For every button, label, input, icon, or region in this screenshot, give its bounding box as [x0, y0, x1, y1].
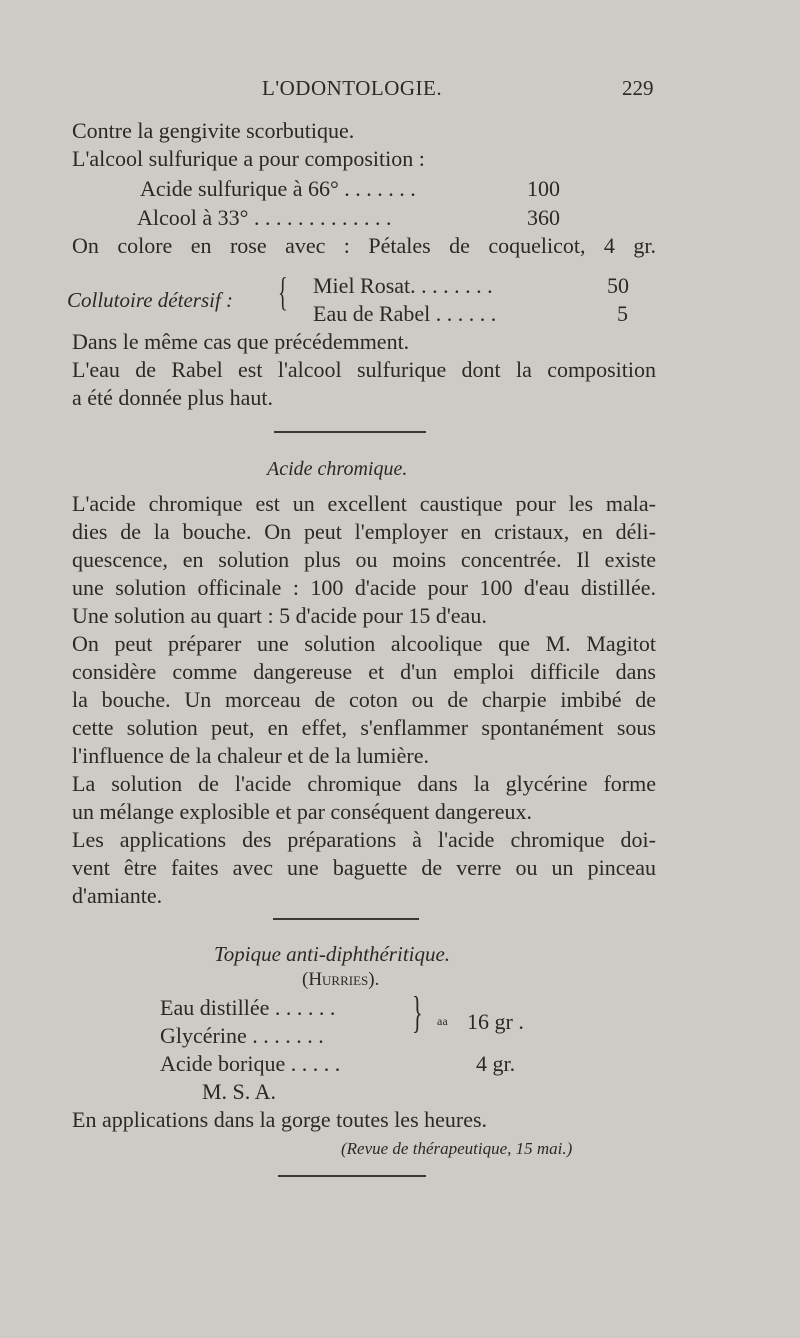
recipe-quantity: 4 gr. [476, 1051, 516, 1076]
text-line: dies de la bouche. On peut l'employer en cristaux, en déli- [72, 519, 656, 544]
text-line: Les applications des préparations à l'acide chromique doi- [72, 827, 656, 852]
section-title: Acide chromique. [267, 458, 408, 480]
recipe-quantity: 50 [607, 273, 629, 298]
text-line: d'amiante. [72, 883, 163, 908]
text-line: On colore en rose avec : Pétales de coquelicot, 4 gr. [72, 233, 656, 258]
author-credit: (Hurries). [302, 969, 380, 990]
running-title: L'ODONTOLOGIE. [262, 76, 443, 100]
recipe-ingredient: Acide borique . . . . . [160, 1051, 341, 1076]
recipe-ingredient: Acide sulfurique à 66° . . . . . . . [140, 176, 416, 201]
text-line: a été donnée plus haut. [72, 385, 273, 410]
brace-glyph: } [412, 988, 423, 1037]
page-number: 229 [622, 76, 654, 100]
section-divider [278, 1175, 426, 1177]
section-divider [274, 431, 426, 433]
recipe-instruction: M. S. A. [202, 1079, 276, 1104]
text-line: On peut préparer une solution alcoolique que M. Magitot [72, 631, 656, 656]
text-line: l'influence de la chaleur et de la lumière. [72, 743, 430, 768]
text-line: L'alcool sulfurique a pour composition : [72, 146, 425, 171]
text-line: Une solution au quart : 5 d'acide pour 15 d'eau. [72, 603, 487, 628]
text-line: En applications dans la gorge toutes les heures. [72, 1107, 488, 1132]
text-line: une solution officinale : 100 d'acide pour 100 d'eau distillée. [72, 575, 656, 600]
recipe-quantity: 5 [617, 301, 628, 326]
text-line: quescence, en solution plus ou moins concentrée. Il existe [72, 547, 656, 572]
text-line: cette solution peut, en effet, s'enflammer spontanément sous [72, 715, 656, 740]
citation: (Revue de thérapeutique, 15 mai.) [341, 1139, 573, 1158]
text-line: La solution de l'acide chromique dans la glycérine forme [72, 771, 656, 796]
text-line: la bouche. Un morceau de coton ou de charpie imbibé de [72, 687, 656, 712]
recipe-ingredient: Alcool à 33° . . . . . . . . . . . . . [137, 205, 392, 230]
text-line: Dans le même cas que précédemment. [72, 329, 410, 354]
text-line: considère comme dangereuse et d'un emploi difficile dans [72, 659, 656, 684]
recipe-ingredient: Eau distillée . . . . . . [160, 995, 336, 1020]
section-divider [273, 918, 419, 920]
text-line: Contre la gengivite scorbutique. [72, 118, 355, 143]
recipe-ingredient: Glycérine . . . . . . . [160, 1023, 324, 1048]
text-line: L'eau de Rabel est l'alcool sulfurique dont la composition [72, 357, 656, 382]
text-line: L'acide chromique est un excellent caustique pour les mala- [72, 491, 656, 516]
section-title: Topique anti-diphthéritique. [214, 942, 451, 966]
text-line: vent être faites avec une baguette de verre ou un pinceau [72, 855, 656, 880]
recipe-ingredient: Miel Rosat. . . . . . . . [313, 273, 493, 298]
paragraph-body [72, 490, 656, 910]
recipe-quantity: 100 [527, 176, 560, 201]
brace-glyph: { [278, 269, 288, 314]
aa-label: aa [437, 1014, 448, 1028]
recipe-ingredient: Eau de Rabel . . . . . . [313, 301, 497, 326]
text-line: un mélange explosible et par conséquent dangereux. [72, 799, 533, 824]
recipe-quantity: 16 gr . [467, 1009, 524, 1034]
recipe-quantity: 360 [527, 205, 560, 230]
collutoire-label: Collutoire détersif : [67, 288, 234, 312]
